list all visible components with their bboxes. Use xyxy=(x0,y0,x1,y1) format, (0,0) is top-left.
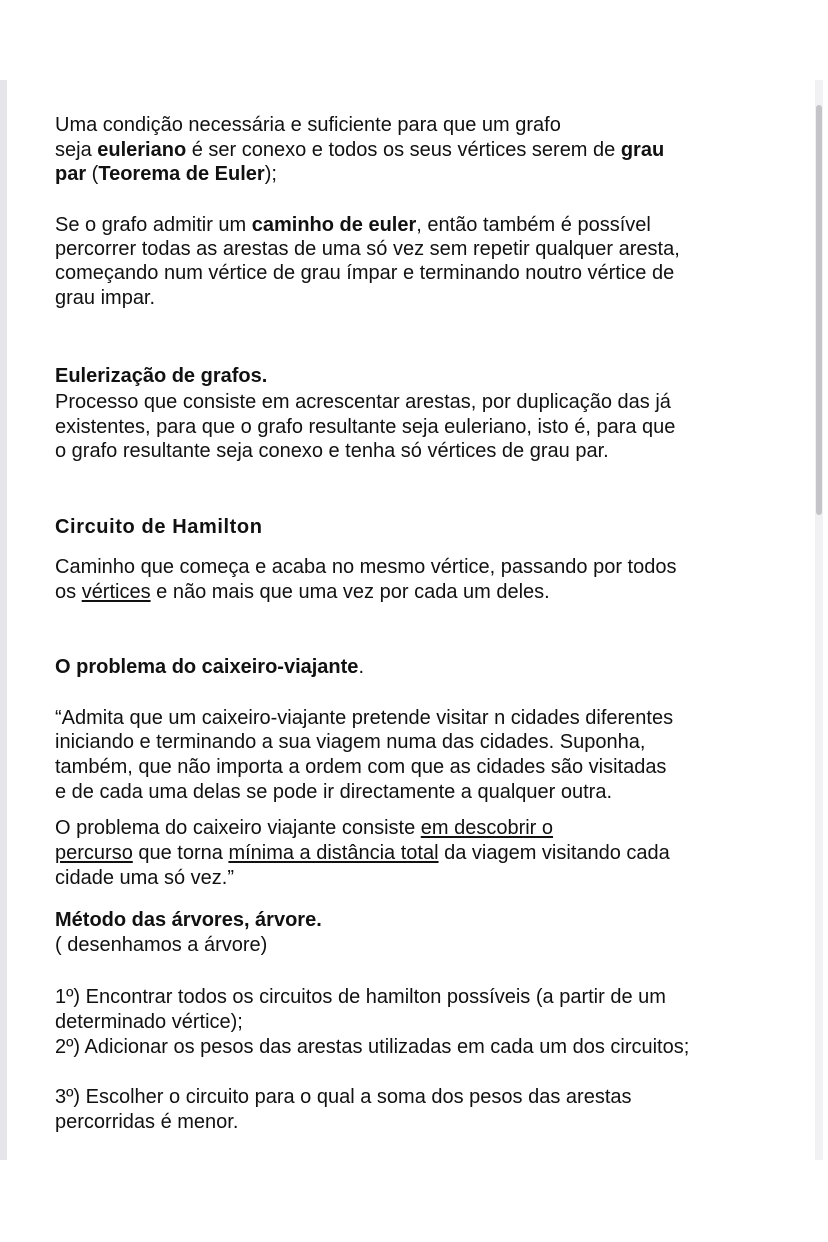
bold-text: Eulerização de grafos. xyxy=(55,365,268,387)
bold-text: grau xyxy=(620,139,665,161)
text-line xyxy=(55,841,670,865)
text-line xyxy=(55,213,651,237)
text-line xyxy=(55,1010,243,1034)
vertical-scrollbar[interactable] xyxy=(815,80,823,1160)
text-line xyxy=(55,1110,238,1134)
text-line xyxy=(55,1035,689,1059)
text-segment: , então também é possível xyxy=(416,214,651,236)
text-segment: percorridas é menor. xyxy=(55,1111,239,1133)
text-segment: Se o grafo admitir um xyxy=(55,214,252,236)
text-segment: . xyxy=(358,656,364,678)
bold-text: euleriano xyxy=(97,139,187,161)
text-line xyxy=(55,655,364,679)
text-line xyxy=(55,390,671,414)
text-line xyxy=(55,985,666,1009)
text-line xyxy=(55,580,550,604)
text-segment: Processo que consiste em acrescentar arestas, por duplicação das já xyxy=(55,391,671,413)
text-segment: é ser conexo e todos os seus vértices serem de xyxy=(186,139,621,161)
text-segment: da viagem visitando cada xyxy=(438,842,670,864)
text-segment: também, que não importa a ordem com que as cidades são visitadas xyxy=(55,756,667,778)
text-line xyxy=(55,162,277,186)
bold-text: Método das árvores, árvore. xyxy=(55,909,322,931)
text-line xyxy=(55,237,680,261)
text-segment: começando num vértice de grau ímpar e terminando noutro vértice de xyxy=(55,262,675,284)
text-line xyxy=(55,555,676,579)
text-segment: “Admita que um caixeiro-viajante pretende visitar n cidades diferentes xyxy=(55,707,674,729)
text-segment: cidade uma só vez.” xyxy=(55,867,234,889)
text-line xyxy=(55,364,267,388)
text-line xyxy=(55,439,609,463)
text-line xyxy=(55,706,673,730)
bold-text: caminho de euler xyxy=(251,214,417,236)
underlined-text: vértices xyxy=(81,581,151,603)
text-line xyxy=(55,515,263,539)
text-line xyxy=(55,138,664,162)
text-segment: iniciando e terminando a sua viagem numa das cidades. Suponha, xyxy=(55,731,646,753)
text-line xyxy=(55,113,561,137)
text-line xyxy=(55,933,267,957)
underlined-text: percurso xyxy=(55,842,133,864)
text-segment: existentes, para que o grafo resultante seja euleriano, isto é, para que xyxy=(55,416,676,438)
text-segment: Caminho que começa e acaba no mesmo vértice, passando por todos xyxy=(55,556,677,578)
text-line xyxy=(55,780,612,804)
bold-text: Circuito de Hamilton xyxy=(55,516,263,538)
underlined-text: mínima a distância total xyxy=(228,842,439,864)
text-segment: O problema do caixeiro viajante consiste xyxy=(55,817,421,839)
text-segment: os xyxy=(55,581,82,603)
scrollbar-thumb[interactable] xyxy=(816,105,822,515)
text-line xyxy=(55,261,674,285)
text-segment: 2º) Adicionar os pesos das arestas utilizadas em cada um dos circuitos; xyxy=(55,1036,690,1058)
text-segment: e não mais que uma vez por cada um deles. xyxy=(150,581,550,603)
bold-text: Teorema de Euler xyxy=(98,163,265,185)
text-line xyxy=(55,730,645,754)
text-line xyxy=(55,866,234,890)
text-line xyxy=(55,415,675,439)
bold-text: O problema do caixeiro-viajante xyxy=(55,656,359,678)
text-segment: determinado vértice); xyxy=(55,1011,243,1033)
text-segment: Uma condição necessária e suficiente para que um grafo xyxy=(55,114,561,136)
text-line xyxy=(55,286,155,310)
text-line xyxy=(55,908,322,932)
text-segment: percorrer todas as arestas de uma só vez sem repetir qualquer aresta, xyxy=(55,238,680,260)
text-segment: ( xyxy=(86,163,99,185)
text-line xyxy=(55,755,666,779)
text-line xyxy=(55,816,553,840)
text-segment: o grafo resultante seja conexo e tenha só vértices de grau par. xyxy=(55,440,609,462)
text-segment: que torna xyxy=(132,842,229,864)
text-segment: grau impar. xyxy=(55,287,156,309)
text-segment: ); xyxy=(264,163,277,185)
text-segment: 3º) Escolher o circuito para o qual a soma dos pesos das arestas xyxy=(55,1086,632,1108)
text-segment: ( desenhamos a árvore) xyxy=(55,934,268,956)
text-segment: seja xyxy=(55,139,98,161)
bold-text: par xyxy=(55,163,87,185)
text-segment: 1º) Encontrar todos os circuitos de hamilton possíveis (a partir de um xyxy=(55,986,666,1008)
underlined-text: em descobrir o xyxy=(420,817,554,839)
text-line xyxy=(55,1085,632,1109)
text-segment: e de cada uma delas se pode ir directamente a qualquer outra. xyxy=(55,781,613,803)
